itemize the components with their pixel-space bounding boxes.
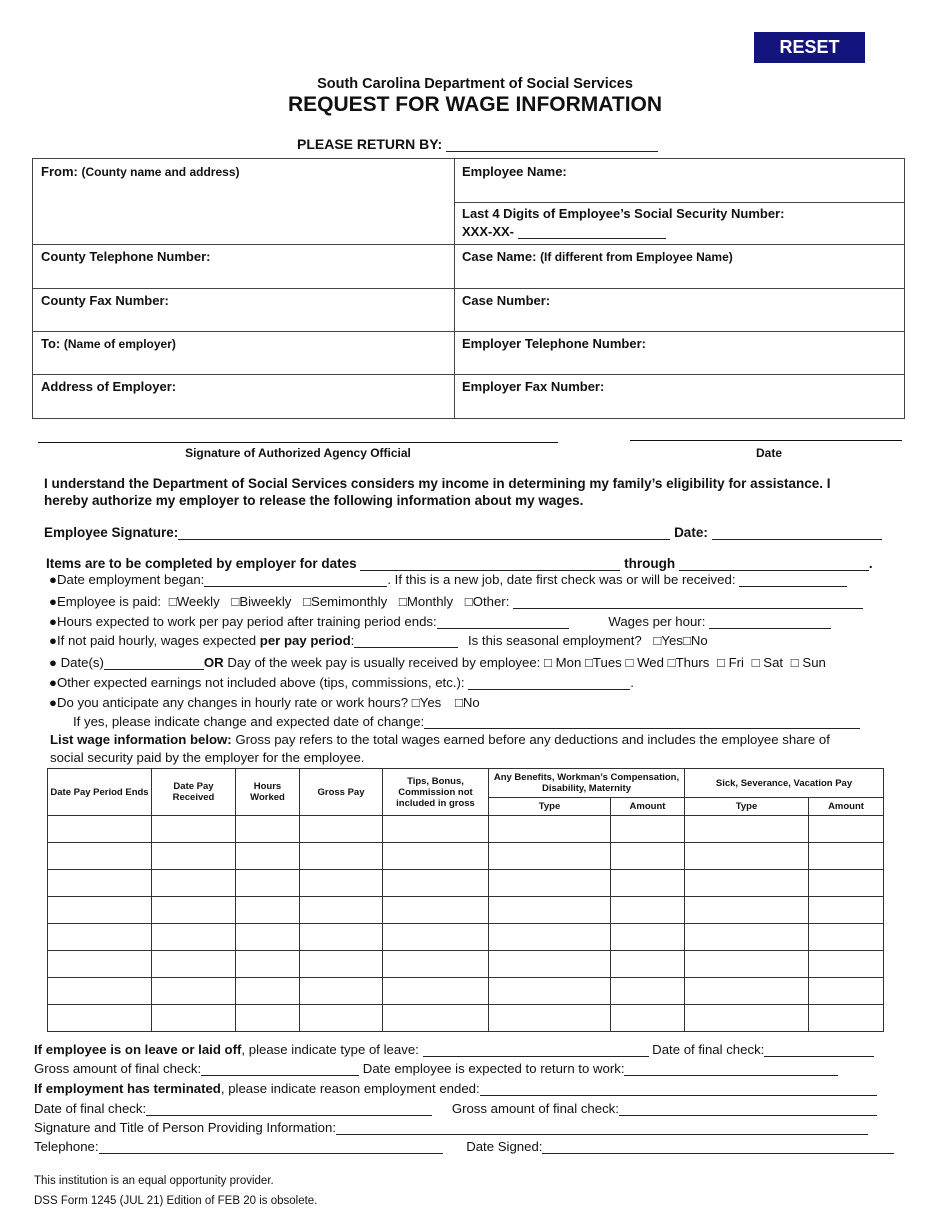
return-by-row [297, 136, 658, 152]
or-label: OR [203, 655, 224, 670]
wage-table-cell[interactable] [685, 816, 809, 843]
day-sat[interactable]: □ Sat [751, 655, 784, 670]
wage-table-cell[interactable] [48, 897, 152, 924]
wage-table-cell[interactable] [236, 843, 300, 870]
other-earnings-field[interactable] [468, 689, 630, 690]
anticipate-yes[interactable]: □Yes [411, 695, 442, 710]
agency-name: South Carolina Department of Social Services [317, 76, 633, 92]
anticipate-no[interactable]: □No [454, 695, 480, 710]
wage-table-cell[interactable] [489, 924, 611, 951]
equal-opportunity-text: This institution is an equal opportunity provider. [34, 1175, 274, 1187]
case-name-label: Case Name: [462, 249, 537, 264]
wage-table-cell[interactable] [611, 816, 685, 843]
wage-table-cell[interactable] [236, 924, 300, 951]
form-number-text: DSS Form 1245 (JUL 21) Edition of FEB 20 is obsolete. [34, 1195, 318, 1207]
wage-table-cell[interactable] [48, 843, 152, 870]
header-date-pay-received: Date Pay Received [152, 769, 236, 816]
return-by-label: PLEASE RETURN BY: [297, 136, 443, 152]
wage-table-cell[interactable] [300, 870, 383, 897]
wage-table-cell[interactable] [489, 978, 611, 1005]
wage-table-cell[interactable] [48, 816, 152, 843]
anticipate-label: ●Do you anticipate any changes in hourly rate or work hours? [49, 695, 409, 710]
leave-final-check-field[interactable] [764, 1056, 874, 1057]
wage-table-cell[interactable] [152, 843, 236, 870]
wage-table-cell[interactable] [383, 897, 489, 924]
wage-table-cell[interactable] [236, 816, 300, 843]
wage-table-cell[interactable] [489, 897, 611, 924]
day-fri[interactable]: □ Fri [716, 655, 744, 670]
wage-table-row [48, 816, 884, 843]
provider-signature-label: Signature and Title of Person Providing Information: [34, 1120, 337, 1135]
day-tues[interactable]: □Tues [584, 655, 622, 670]
wage-table-cell[interactable] [236, 897, 300, 924]
county-phone-field[interactable]: County Telephone Number: [41, 249, 211, 264]
not-hourly-row: ●If not paid hourly, wages expected per pay period: Is this seasonal employment? □Yes□No [49, 633, 708, 648]
wage-table-cell[interactable] [809, 1005, 884, 1032]
wage-table-cell[interactable] [300, 924, 383, 951]
wage-table-cell[interactable] [300, 951, 383, 978]
anticipate-row [49, 695, 480, 710]
seasonal-label: Is this seasonal employment? [468, 633, 642, 648]
list-wage-rest: Gross pay refers to the total wages earned before any deductions and includes the employee share of [235, 732, 830, 747]
wage-table-row [48, 897, 884, 924]
employer-address-field[interactable]: Address of Employer: [41, 379, 177, 394]
day-thurs[interactable]: □Thurs [667, 655, 710, 670]
leave-row [34, 1042, 874, 1057]
wage-table-cell[interactable] [685, 870, 809, 897]
header-benefits-amount: Amount [611, 798, 685, 816]
wage-table-cell[interactable] [685, 978, 809, 1005]
wage-table-cell[interactable] [489, 816, 611, 843]
employer-fax-field[interactable]: Employer Fax Number: [462, 379, 605, 394]
employee-signature-row [44, 525, 882, 540]
wage-table-cell[interactable] [152, 978, 236, 1005]
list-wage-text-2: social security paid by the employer for the employee. [50, 750, 365, 765]
paid-option-semimonthly[interactable]: □Semimonthly [303, 594, 388, 609]
wage-table-cell[interactable] [611, 924, 685, 951]
terminated-check-row [34, 1101, 877, 1116]
date-began-row [49, 572, 847, 587]
wage-table-cell[interactable] [300, 897, 383, 924]
wage-table-cell[interactable] [489, 843, 611, 870]
reset-button[interactable]: RESET [754, 32, 865, 63]
leave-gross-field[interactable] [201, 1075, 359, 1076]
paid-option-monthly[interactable]: □Monthly [398, 594, 454, 609]
wage-table-row [48, 1005, 884, 1032]
wage-table-cell[interactable] [383, 843, 489, 870]
wage-table-cell[interactable] [685, 924, 809, 951]
from-label: From: [41, 164, 78, 179]
wage-table-cell[interactable] [489, 1005, 611, 1032]
header-tips-bonus: Tips, Bonus, Commission not included in gross [383, 769, 489, 816]
date-signed-label: Date Signed: [466, 1139, 543, 1154]
wage-table-cell[interactable] [236, 1005, 300, 1032]
header-hours-worked: Hours Worked [236, 769, 300, 816]
county-fax-field[interactable]: County Fax Number: [41, 293, 169, 308]
header-date-pay-period-ends: Date Pay Period Ends [48, 769, 152, 816]
wage-table-cell[interactable] [611, 951, 685, 978]
employer-phone-field[interactable]: Employer Telephone Number: [462, 336, 646, 351]
wage-table-cell[interactable] [152, 870, 236, 897]
wage-table-cell[interactable] [809, 978, 884, 1005]
wage-table-row [48, 951, 884, 978]
consent-text-2: hereby authorize my employer to release the following information about my wages. [44, 493, 584, 508]
terminated-gross-field[interactable] [619, 1115, 877, 1116]
hours-expected-field[interactable] [437, 628, 569, 629]
first-check-field[interactable] [739, 586, 847, 587]
leave-gross-row [34, 1061, 838, 1076]
wage-table-cell[interactable] [236, 870, 300, 897]
ssn-field[interactable] [462, 206, 784, 239]
header-gross-pay: Gross Pay [300, 769, 383, 816]
wage-table-cell[interactable] [685, 1005, 809, 1032]
return-date-label: Date employee is expected to return to work: [362, 1061, 625, 1076]
date-signed-field[interactable] [542, 1153, 894, 1154]
wage-table-cell[interactable] [611, 870, 685, 897]
wage-table-cell[interactable] [152, 1005, 236, 1032]
through-date-field[interactable] [679, 570, 869, 571]
items-dates-label: Items are to be completed by employer for dates [46, 556, 357, 571]
wage-table-cell[interactable] [48, 870, 152, 897]
header-sick-type: Type [685, 798, 809, 816]
paid-option-weekly[interactable]: □Weekly [168, 594, 220, 609]
header-sick-severance: Sick, Severance, Vacation Pay [685, 769, 884, 798]
terminated-final-check-field[interactable] [146, 1115, 432, 1116]
case-number-field[interactable]: Case Number: [462, 293, 551, 308]
wage-table-cell[interactable] [300, 816, 383, 843]
wage-table-row [48, 924, 884, 951]
header-sick-amount: Amount [809, 798, 884, 816]
wage-table-cell[interactable] [685, 843, 809, 870]
day-sun[interactable]: □ Sun [790, 655, 826, 670]
list-wage-bold: List wage information below: [50, 732, 232, 747]
if-yes-label: If yes, please indicate change and expected date of change: [73, 714, 425, 729]
leave-final-check-label: Date of final check: [652, 1042, 765, 1057]
wage-table-row [48, 978, 884, 1005]
wage-table-cell[interactable] [489, 870, 611, 897]
return-by-field[interactable] [446, 151, 658, 152]
through-label: through [624, 556, 676, 571]
wage-table-cell[interactable] [809, 870, 884, 897]
from-date-field[interactable] [360, 570, 620, 571]
to-field[interactable] [41, 336, 176, 351]
employee-signature-field[interactable] [178, 539, 670, 540]
wage-table-cell[interactable] [809, 816, 884, 843]
form-title: REQUEST FOR WAGE INFORMATION [287, 93, 663, 116]
ssn-label: Last 4 Digits of Employee’s Social Security Number: [462, 206, 785, 221]
wage-table-cell[interactable] [48, 1005, 152, 1032]
paid-frequency-row [49, 594, 863, 609]
wage-table-cell[interactable] [685, 951, 809, 978]
hours-expected-label: ●Hours expected to work per pay period after training period ends: [49, 614, 437, 629]
not-hourly-label: ●If not paid hourly, wages expected [49, 633, 257, 648]
other-earnings-row: ●Other expected earnings not included above (tips, commissions, etc.): . [49, 675, 634, 690]
wage-table-cell[interactable] [611, 897, 685, 924]
day-of-week-label: Day of the week pay is usually received by employee: [227, 655, 541, 670]
wage-table-cell[interactable] [152, 816, 236, 843]
wages-per-hour-label: Wages per hour: [608, 614, 706, 629]
wage-table-cell[interactable] [48, 951, 152, 978]
wage-table-cell[interactable] [152, 924, 236, 951]
wage-table-cell[interactable] [809, 924, 884, 951]
info-grid [32, 158, 905, 419]
from-hint: (County name and address) [81, 165, 240, 179]
case-name-hint: (If different from Employee Name) [540, 250, 733, 264]
wage-table-cell[interactable] [489, 951, 611, 978]
leave-type-field[interactable] [423, 1056, 649, 1057]
wage-table-cell[interactable] [611, 843, 685, 870]
wage-table-cell[interactable] [611, 978, 685, 1005]
case-name-field[interactable] [462, 249, 733, 264]
seasonal-no[interactable]: □No [682, 633, 708, 648]
wage-table-cell[interactable] [383, 816, 489, 843]
to-label: To: [41, 336, 61, 351]
wage-table-cell[interactable] [383, 1005, 489, 1032]
wages-per-hour-field[interactable] [709, 628, 831, 629]
wage-table-cell[interactable] [152, 951, 236, 978]
employee-date-field[interactable] [712, 539, 882, 540]
official-signature-label: Signature of Authorized Agency Official [185, 446, 411, 460]
items-dates-row: Items are to be completed by employer for dates through . [46, 556, 873, 571]
wage-table-cell[interactable] [236, 978, 300, 1005]
list-wage-text-1 [50, 732, 830, 747]
official-signature-line[interactable] [38, 442, 558, 443]
dates-field[interactable] [104, 669, 204, 670]
day-mon[interactable]: □ Mon [544, 655, 582, 670]
wage-table-cell[interactable] [152, 897, 236, 924]
wage-table-cell[interactable] [300, 978, 383, 1005]
wage-table-cell[interactable] [48, 978, 152, 1005]
if-yes-field[interactable] [424, 728, 860, 729]
paid-other-field[interactable] [513, 608, 863, 609]
wage-table-cell[interactable] [300, 843, 383, 870]
wage-table-cell[interactable] [383, 924, 489, 951]
employee-signature-label: Employee Signature: [44, 525, 179, 540]
wage-table-cell[interactable] [383, 870, 489, 897]
day-wed[interactable]: □ Wed [625, 655, 664, 670]
wage-table-cell[interactable] [48, 924, 152, 951]
paid-label: ●Employee is paid: [49, 594, 162, 609]
official-date-line[interactable] [630, 440, 902, 441]
wage-table-cell[interactable] [236, 951, 300, 978]
ssn-input[interactable] [518, 226, 666, 239]
telephone-field[interactable] [99, 1153, 443, 1154]
header-benefits-type: Type [489, 798, 611, 816]
date-began-field[interactable] [204, 586, 387, 587]
employee-date-label: Date: [674, 525, 708, 540]
official-date-label: Date [755, 446, 782, 460]
wage-table-row [48, 870, 884, 897]
date-began-label: ●Date employment began: [49, 572, 205, 587]
header-benefits: Any Benefits, Workman’s Compensation, Disability, Maternity [489, 769, 685, 798]
consent-text-1: I understand the Department of Social Services considers my income in determining my family’s eligibility for assistance. I [44, 476, 831, 491]
wage-table-cell[interactable] [809, 897, 884, 924]
paid-option-biweekly[interactable]: □Biweekly [231, 594, 292, 609]
per-pay-period-label: per pay period [259, 633, 351, 648]
leave-bold: If employee is on leave or laid off [34, 1042, 242, 1057]
employee-name-field[interactable]: Employee Name: [462, 164, 567, 179]
new-job-label: . If this is a new job, date first check was or will be received: [387, 572, 736, 587]
paid-option-other[interactable]: □Other: [464, 594, 510, 609]
terminated-rest: , please indicate reason employment ended: [220, 1081, 480, 1096]
ssn-prefix: XXX-XX- [462, 224, 515, 239]
if-yes-row [73, 714, 860, 729]
hours-expected-row [49, 614, 831, 629]
from-field[interactable] [41, 164, 240, 179]
provider-signature-row [34, 1120, 868, 1135]
per-pay-period-field[interactable] [354, 647, 458, 648]
wage-table-row [48, 843, 884, 870]
wage-table-body [48, 816, 884, 1032]
wage-table-cell[interactable] [611, 1005, 685, 1032]
terminated-gross-label: Gross amount of final check: [451, 1101, 619, 1116]
return-date-field[interactable] [624, 1075, 838, 1076]
telephone-label: Telephone: [34, 1139, 99, 1154]
wage-table-cell[interactable] [300, 1005, 383, 1032]
wage-table-cell[interactable] [383, 978, 489, 1005]
terminated-reason-field[interactable] [480, 1095, 877, 1096]
other-earnings-label: ●Other expected earnings not included above (tips, commissions, etc.): [49, 675, 465, 690]
leave-rest: , please indicate type of leave: [241, 1042, 419, 1057]
wage-table-cell[interactable] [685, 897, 809, 924]
seasonal-yes[interactable]: □Yes [653, 633, 683, 648]
wage-table-cell[interactable] [383, 951, 489, 978]
terminated-bold: If employment has terminated [34, 1081, 221, 1096]
wage-table [47, 768, 884, 1032]
terminated-row [34, 1081, 877, 1096]
dates-label: ● Date(s) [49, 655, 104, 670]
to-hint: (Name of employer) [63, 337, 176, 351]
wage-table-cell[interactable] [809, 843, 884, 870]
wage-table-cell[interactable] [809, 951, 884, 978]
provider-signature-field[interactable] [336, 1134, 868, 1135]
telephone-row [34, 1139, 894, 1154]
pay-day-row [49, 655, 826, 670]
leave-gross-label: Gross amount of final check: [34, 1061, 202, 1076]
terminated-final-check-label: Date of final check: [34, 1101, 147, 1116]
